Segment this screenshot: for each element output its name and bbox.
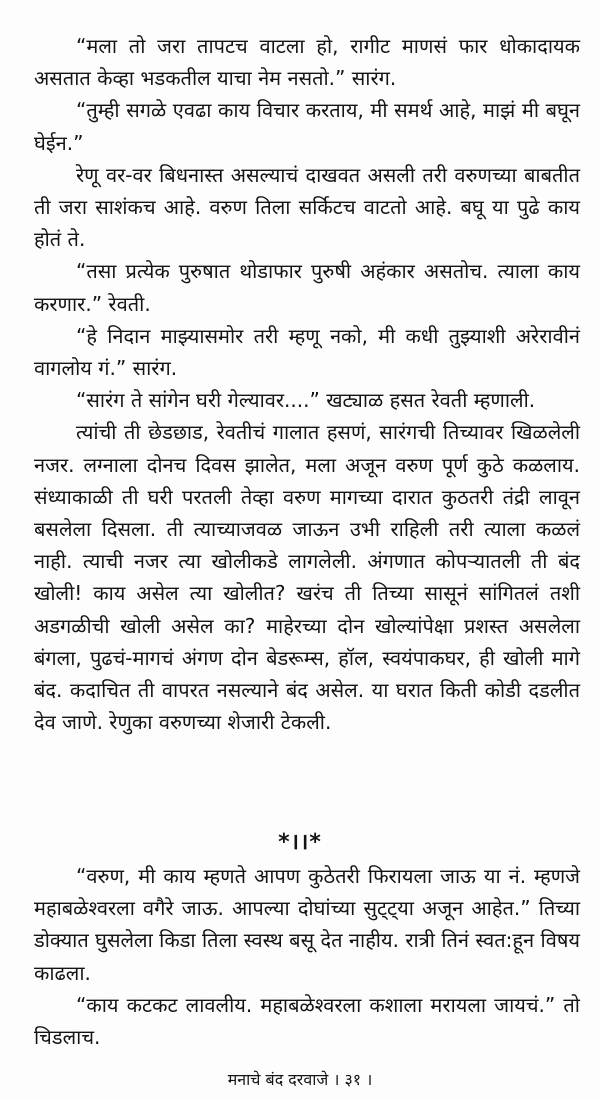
paragraph: “हे निदान माझ्यासमोर तरी म्हणू नको, मी कधी तुझ्याशी अरेरावीनं वागलोय गं.” सारंग. [34, 323, 580, 381]
paragraph: त्यांची ती छेडछाड, रेवतीचं गालात हसणं, सारंगची तिच्यावर खिळलेली नजर. लग्नाला दोनच दिवस झालेत, मला अजून वरुण पूर्ण कुठे कळलाय. संध्याकाळी ती घरी परतली तेव्हा वरुण मागच्या दारात कुठतरी तंद्री लावून बसलेला दिसला. ती त्याच्याजवळ जाऊन उभी राहिली तरी त्याला कळलं नाही. त्याची नजर त्या खोलीकडे लागलेली. अंगणात कोपऱ्यातली ती बंद खोली! काय असेल त्या खोलीत? खरंच ती तिच्या सासूनं सांगितलं तशी अडगळीची खोली असेल का? माहेरच्या दोन खोल्यांपेक्षा प्रशस्त असलेला बंगला, पुढचं-मागचं अंगण दोन बेडरूम्स, हॉल, स्वयंपाकघर, ही खोली मागे बंद. कदाचित ती वापरत नसल्याने बंद असेल. या घरात किती कोडी दडलीत देव जाणे. रेणुका वरुणच्या शेजारी टेकली. [34, 420, 580, 735]
body-text-before-break [34, 30, 580, 738]
paragraph: “तसा प्रत्येक पुरुषात थोडाफार पुरुषी अहंकार असतोच. त्याला काय करणार.” रेवती. [34, 259, 580, 316]
body-text-after-break [34, 860, 580, 1053]
paragraph: रेणू वर-वर बिधनास्त असल्याचं दाखवत असली तरी वरुणच्या बाबतीत ती जरा साशंकच आहे. वरुण तिला सर्किटच वाटतो आहे. बघू या पुढे काय होतं ते. [34, 162, 580, 252]
section-break: *।।* [278, 830, 322, 855]
paragraph: “सारंग ते सांगेन घरी गेल्यावर....” खट्याळ हसत रेवती म्हणाली. [76, 388, 536, 413]
paragraph: “वरुण, मी काय म्हणते आपण कुठेतरी फिरायला जाऊ या नं. म्हणजे महाबळेश्वरला वगैरे जाऊ. आपल्या दोघांच्या सुट्ट्या अजून आहेत.” तिच्या डोक्यात घुसलेला किडा तिला स्वस्थ बसू देत नाहीय. रात्री तिनं स्वत:हून विषय काढला. [34, 864, 580, 985]
paragraph: “मला तो जरा तापटच वाटला हो, रागीट माणसं फार धोकादायक असतात केव्हा भडकतील याचा नेम नसतो.” सारंग. [34, 34, 580, 91]
paragraph: “काय कटकट लावलीय. महाबळेश्वरला कशाला मरायला जायचं.” तो चिडलाच. [34, 992, 580, 1050]
paragraph: “तुम्ही सगळे एवढा काय विचार करताय, मी समर्थ आहे, माझं मी बघून घेईन.” [34, 98, 580, 155]
page-footer: मनाचे बंद दरवाजे । ३१ । [227, 1070, 373, 1089]
